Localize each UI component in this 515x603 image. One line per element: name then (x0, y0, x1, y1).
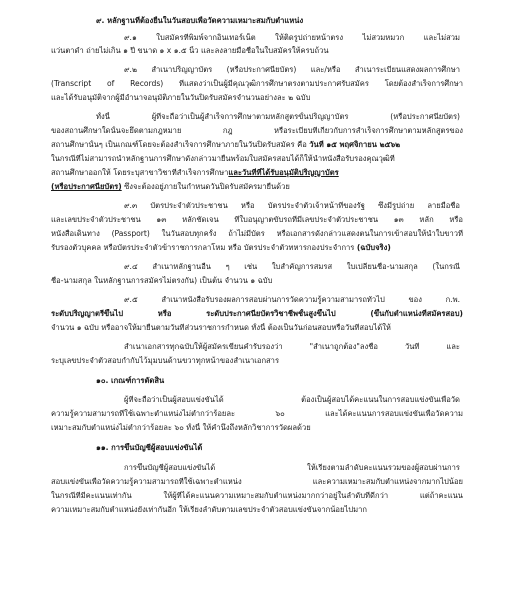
para-9-2-line: และได้รับอนุมัติจากผู้มีอำนาจอนุมัติภายในวันปิดรับสมัครจำนวนอย่างละ ๒ ฉบับ (51, 93, 311, 102)
section-11-line: การขึ้นบัญชีผู้สอบแข่งขันได้ ให้เรียงตามลำดับคะแนนรวมของผู้สอบผ่านการ (124, 463, 460, 472)
para-9-2-line: (Transcript of Records) ที่แสดงว่าเป็นผู้มีคุณวุฒิการศึกษาตรงตามประกาศรับสมัคร โดยต้องสำเร็จการศึกษา (51, 79, 463, 88)
original-copy-note: (ฉบับจริง) (356, 243, 391, 252)
para-9-2-line: ๙.๒ สำเนาปริญญาบัตร (หรือประกาศนียบัตร) และ/หรือ สำเนาระเบียนแสดงผลการศึกษา (124, 65, 460, 74)
para-9-1-line: ๙.๑ ใบสมัครที่พิมพ์จากอินเทอร์เน็ต ให้ติดรูปถ่ายหน้าตรง ไม่สวมหมวก และไม่สวม (124, 33, 460, 42)
para-9-2b-line: ของสถานศึกษาใดนั้นจะยึดตามกฎหมาย กฎ หรือระเบียบที่เกี่ยวกับการสำเร็จการศึกษาตามหลักสูตรของ (51, 126, 463, 135)
section-11-line: ในกรณีที่มีคะแนนเท่ากัน ให้ผู้ที่ได้คะแนนความเหมาะสมกับตำแหน่งมากกว่าอยู่ในลำดับที่ดีกว่า แต่ถ้าคะแนน (51, 491, 463, 500)
para-9-2b-text: สถานศึกษาออกให้ โดยระบุสาขาวิชาที่สำเร็จการศึกษา (51, 168, 229, 177)
para-9-5-line: ๙.๕ สำเนาหนังสือรับรองผลการสอบผ่านการวัดความรู้ความสามารถทั่วไป ของ ก.พ. (124, 295, 460, 304)
section-10-line: เหมาะสมกับตำแหน่งไม่ต่ำกว่าร้อยละ ๖๐ ทั้งนี้ ให้คำนึงถึงหลักวิชาการวัดผลด้วย (51, 423, 311, 432)
section-11-line: ความเหมาะสมกับตำแหน่งยังเท่ากันอีก ให้เรียงลำดับตามเลขประจำตัวสอบแข่งขันจากน้อยไปมาก (51, 505, 367, 514)
para-9-3-line (51, 243, 463, 253)
section-10-heading: ๑๐. เกณฑ์การตัดสิน (96, 376, 165, 385)
approval-date-note: และวันที่ที่ได้รับอนุมัติปริญญาบัตร (228, 168, 339, 177)
para-9-3-line: ๙.๓ บัตรประจำตัวประชาชน หรือ บัตรประจำตัวเจ้าหน้าที่ของรัฐ ซึ่งมีรูปถ่าย ลายมือชื่อ (124, 201, 460, 210)
certificate-note: (หรือประกาศนียบัตร) (51, 182, 122, 191)
para-9-2b-line: ในกรณีที่ไม่สามารถนำหลักฐานการศึกษาดังกล่าวมายื่นพร้อมใบสมัครสอบได้ก็ให้นำหนังสือรับรองคุณวุฒิที่ (51, 154, 395, 163)
section-11-heading: ๑๑. การขึ้นบัญชีผู้สอบแข่งขันได้ (96, 443, 203, 452)
para-9-4-line: ชื่อ-นามสกุล ในหลักฐานการสมัครไม่ตรงกัน) เป็นต้น จำนวน ๑ ฉบับ (51, 276, 273, 285)
para-9-3-text: รับรองตัวบุคคล หรือบัตรประจำตัวข้าราชการกลาโหม หรือ บัตรประจำตัวทหารกองประจำการ (51, 243, 357, 252)
certify-note-line: สำเนาเอกสารทุกฉบับให้ผู้สมัครเขียนคำรับรองว่า "สำเนาถูกต้อง"ลงชื่อ วันที่ และ (124, 342, 460, 351)
para-9-2b-line (51, 140, 463, 150)
para-9-3-line: หนังสือเดินทาง (Passport) ในวันสอบทุกครั้ง ถ้าไม่มีบัตร หรือเอกสารดังกล่าวแสดงตนในการเข้าสอบให้นำใบขาวที่ (51, 229, 463, 238)
para-9-2b-text: ซึ่งจะต้องอยู่ภายในกำหนดวันปิดรับสมัครมายื่นด้วย (121, 182, 290, 191)
section-10-line: ความรู้ความสามารถที่ใช้เฉพาะตำแหน่งไม่ต่ำกว่าร้อยละ ๖๐ และได้คะแนนการสอบแข่งขันเพื่อวัดความ (51, 409, 463, 418)
para-9-5-bold-line: ระดับปริญญาตรีขึ้นไป หรือ ระดับประกาศนียบัตรวิชาชีพชั้นสูงขึ้นไป (ขึ้นกับตำแหน่งที่สมัครสอบ) (51, 309, 463, 318)
para-9-2b-line (51, 182, 463, 192)
section-9-heading: ๙. หลักฐานที่ต้องยื่นในวันสอบเพื่อวัดความเหมาะสมกับตำแหน่ง (96, 16, 304, 25)
para-9-5-line: จำนวน ๑ ฉบับ หรืออาจให้มายื่นตามวันที่ส่วนราชการกำหนด ทั้งนี้ ต้องเป็นวันก่อนสอบหรือวันที่สอบได้ให้ (51, 323, 391, 332)
closing-date: วันที่ ๑๕ พฤศจิกายน ๒๕๖๒ (309, 140, 401, 149)
para-9-4-line: ๙.๔ สำเนาหลักฐานอื่น ๆ เช่น ใบสำคัญการสมรส ใบเปลี่ยนชื่อ-นามสกุล (ในกรณี (124, 262, 460, 271)
para-9-1-line: แว่นตาดำ ถ่ายไม่เกิน ๑ ปี ขนาด ๑ x ๑.๕ นิ้ว และลงลายมือชื่อในใบสมัครให้ครบถ้วน (51, 46, 329, 55)
para-9-3-line: และเลขประจำตัวประชาชน ๑๓ หลักชัดเจน ที่ใบอนุญาตขับรถที่มีเลขประจำตัวประชาชน ๑๓ หลัก หรือ (51, 215, 463, 224)
section-10-line: ผู้ที่จะถือว่าเป็นผู้สอบแข่งขันได้ ต้องเป็นผู้สอบได้คะแนนในการสอบแข่งขันเพื่อวัด (124, 395, 460, 404)
para-9-2b-text: สถานศึกษานั้นๆ เป็นเกณฑ์โดยจะต้องสำเร็จการศึกษาภายในวันปิดรับสมัคร คือ (51, 140, 310, 149)
certify-note-line: ระบุเลขประจำตัวสอบกำกับไว้มุมบนด้านขวาทุกหน้าของสำเนาเอกสาร (51, 356, 280, 365)
para-9-2b-line: ทั้งนี้ ผู้ที่จะถือว่าเป็นผู้สำเร็จการศึกษาตามหลักสูตรขั้นปริญญาบัตร (หรือประกาศนียบัตร) (96, 112, 460, 121)
section-11-line: สอบแข่งขันเพื่อวัดความรู้ความสามารถที่ใช้เฉพาะตำแหน่ง และความเหมาะสมกับตำแหน่งจากมากไปน้อย (51, 477, 463, 486)
para-9-2b-line (51, 168, 463, 178)
